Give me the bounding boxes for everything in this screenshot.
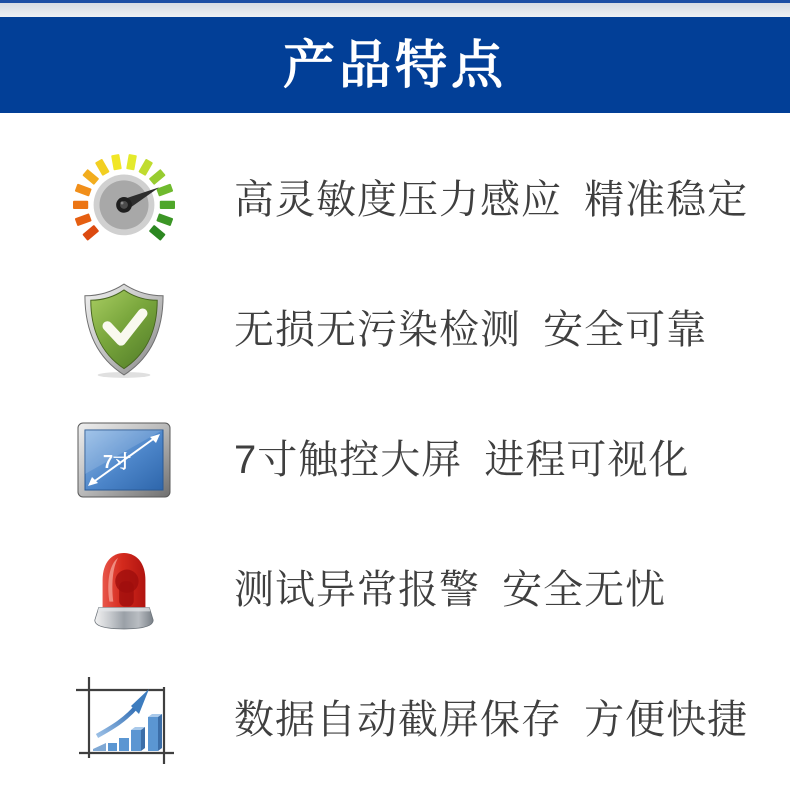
feature-row — [0, 655, 790, 785]
gauge-icon — [68, 149, 180, 251]
section-banner — [0, 17, 790, 113]
feature-row — [0, 135, 790, 265]
alarm-light-icon — [68, 549, 180, 631]
section-title: 产品特点 — [282, 37, 507, 95]
screen-size-label: 7寸 — [103, 452, 132, 472]
feature-row — [0, 395, 790, 525]
feature-list — [0, 113, 790, 785]
chart-screenshot-icon — [68, 674, 180, 766]
feature-text: 数据自动截屏保存 方便快捷 — [234, 698, 749, 742]
feature-text: 高灵敏度压力感应 精准稳定 — [234, 178, 749, 222]
feature-text: 测试异常报警 安全无忧 — [234, 568, 667, 612]
shield-check-icon — [68, 282, 180, 378]
touchscreen-icon — [68, 422, 180, 498]
header-light-band — [0, 3, 790, 17]
feature-row — [0, 265, 790, 395]
feature-row — [0, 525, 790, 655]
feature-text: 7寸触控大屏 进程可视化 — [234, 438, 690, 482]
feature-text: 无损无污染检测 安全可靠 — [234, 308, 708, 352]
